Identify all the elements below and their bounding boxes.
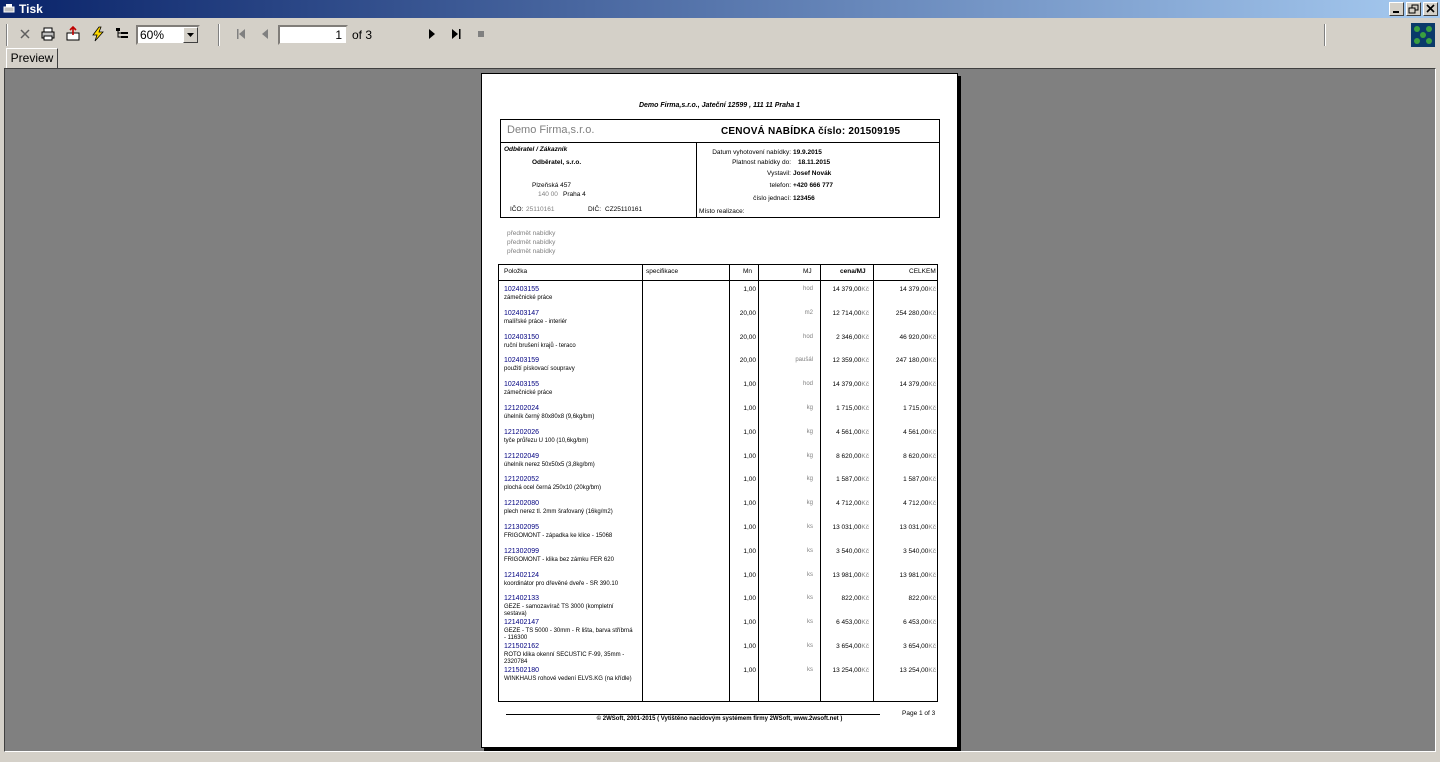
table-row [499,500,937,524]
zoom-dropdown-button[interactable] [183,27,198,43]
item-description: plochá ocel černá 250x10 (20kg/bm) [504,485,602,492]
meta-label: Platnost nabídky do: [732,159,791,166]
item-description: ROTO klika okenní SECUSTIC F-99, 35mm - 2320784 [504,652,625,665]
subject-line: předmět nabídky [507,248,556,255]
item-quantity: 1,00 [743,619,756,627]
minimize-icon [1390,3,1403,15]
item-code: 121402124 [504,571,540,579]
currency-label: Kč [861,547,869,555]
currency-label: Kč [861,309,869,317]
meta-value: +420 666 777 [793,182,833,189]
item-unit-price [821,667,869,674]
amount-value: 4 712,00 [836,500,862,508]
close-preview-button[interactable] [16,25,34,43]
amount-value: 14 379,00 [832,381,862,389]
amount-value: 13 031,00 [832,524,862,531]
item-unit-price [821,334,869,341]
item-code: 121202080 [504,500,540,508]
amount-value: 4 561,00 [903,428,929,436]
currency-label: Kč [861,357,869,365]
meta-value: Josef Novák [793,170,832,177]
last-page-button[interactable] [447,25,465,43]
item-total [875,572,936,579]
item-total [875,667,936,674]
meta-label: telefon: [769,182,791,189]
currency-label: Kč [928,500,936,508]
item-unit: hod [802,381,813,388]
item-unit-price [821,286,869,293]
amount-value: 254 280,00 [895,309,929,317]
footer-page-number: Page 1 of 3 [902,710,936,717]
item-unit-price [821,548,869,555]
header-company: Demo Firma,s.r.o., Jateční 12599 , 111 11 Praha 1 [638,102,801,109]
amount-value: 2 346,00 [836,333,862,341]
item-unit-price [821,453,869,460]
item-code: 121502180 [504,666,540,674]
last-page-icon [449,27,463,41]
item-quantity: 1,00 [743,666,756,674]
col-header-qty: Mn [743,268,753,275]
next-page-icon [425,27,439,41]
meta-label: Vystavil: [767,170,791,177]
item-code: 121202026 [504,428,540,436]
amount-value: 4 712,00 [903,500,929,508]
currency-label: Kč [861,524,869,531]
item-unit-price [821,595,869,602]
tab-strip [0,47,1440,69]
status-bar [0,752,1440,762]
restore-button[interactable] [1406,2,1421,16]
item-unit: ks [807,619,813,626]
item-unit: ks [807,524,813,530]
report-page [481,73,958,748]
item-unit: kg [806,405,813,411]
col-header-unit: MJ [803,268,812,275]
item-unit: paušál [795,357,813,364]
amount-value: 1 715,00 [903,405,929,412]
amount-value: 1 715,00 [836,405,862,412]
item-description: zámečnické práce [504,390,553,397]
amount-value: 13 254,00 [832,666,862,674]
item-code: 121302099 [504,547,540,555]
chevron-down-icon [184,28,197,42]
item-code: 121402147 [504,619,540,627]
currency-label: Kč [861,405,869,412]
currency-label: Kč [861,286,869,293]
export-icon [65,26,81,42]
close-icon [1424,3,1437,15]
dic-value: CZ25110161 [605,206,643,213]
item-code: 102403147 [504,309,540,317]
amount-value: 8 620,00 [836,452,862,460]
table-row [499,595,937,619]
ico-label: IČO: [510,206,524,213]
item-total [875,548,936,555]
meta-label: Datum vyhotovení nabídky: [712,149,791,156]
toolbar [0,18,1440,50]
col-header-total: CELKEM [909,268,936,275]
first-page-button[interactable] [232,25,250,43]
window-titlebar [0,0,1440,18]
currency-label: Kč [861,333,869,341]
currency-label: Kč [928,619,936,627]
item-total [875,619,936,626]
item-total [875,357,936,364]
table-row [499,524,937,548]
amount-value: 6 453,00 [836,619,862,627]
table-row [499,334,937,358]
item-quantity: 1,00 [743,452,756,460]
item-quantity: 1,00 [743,571,756,579]
toolbar-separator [1324,24,1326,46]
currency-label: Kč [928,357,936,365]
item-quantity: 1,00 [743,286,756,293]
print-button[interactable] [39,25,57,43]
item-quantity: 1,00 [743,595,756,603]
currency-label: Kč [928,309,936,317]
item-quantity: 20,00 [739,309,756,317]
item-description: zámečnické práce [504,295,553,301]
item-quantity: 1,00 [743,524,756,531]
restore-icon [1407,3,1420,15]
currency-label: Kč [928,428,936,436]
table-row [499,286,937,310]
tab-preview[interactable]: Preview [6,48,58,69]
items-table [498,264,938,702]
close-window-button[interactable] [1423,2,1438,16]
table-row [499,572,937,596]
currency-label: Kč [928,666,936,674]
stop-icon [474,27,488,41]
currency-label: Kč [928,381,936,389]
item-unit: kg [806,476,813,483]
item-unit: ks [807,571,813,578]
item-description: koordinátor pro dřevěné dveře - SR 390.10 [504,580,619,587]
item-quantity: 1,00 [743,476,756,484]
table-row [499,381,937,405]
item-total [875,453,936,460]
amount-value: 12 359,00 [832,357,862,365]
item-unit: hod [802,286,813,292]
subject-line: předmět nabídky [507,239,556,246]
item-quantity: 20,00 [739,357,756,365]
item-unit: ks [807,595,813,602]
item-quantity: 20,00 [739,333,756,341]
amount-value: 3 540,00 [836,547,862,555]
tree-icon [114,26,130,42]
item-description: tyče průřezu U 100 (10,6kg/bm) [504,437,589,444]
table-row [499,476,937,500]
offer-title: CENOVÁ NABÍDKA číslo: 201509195 [721,126,901,137]
amount-value: 13 981,00 [899,571,929,579]
item-unit-price [821,310,869,317]
item-total [875,500,936,507]
item-code: 102403150 [504,333,540,341]
customer-city: Praha 4 [563,191,586,198]
amount-value: 14 379,00 [899,286,929,293]
amount-value: 14 379,00 [832,286,862,293]
customer-zip: 140 00 [538,191,558,198]
item-total [875,643,936,650]
item-code: 121202052 [504,476,540,484]
item-description: úhelník černý 80x80x8 (9,6kg/bm) [504,414,595,420]
table-row [499,643,937,667]
currency-label: Kč [928,595,936,603]
item-quantity: 1,00 [743,643,756,650]
item-code: 102403159 [504,357,540,365]
table-row [499,667,937,691]
meta-value: 18.11.2015 [798,159,831,166]
amount-value: 247 180,00 [895,357,929,365]
col-header-unit-price: cena/MJ [840,268,866,275]
table-row [499,405,937,429]
dic-label: DIČ: [588,206,601,213]
item-quantity: 1,00 [743,405,756,412]
currency-label: Kč [928,405,936,412]
item-unit: ks [807,547,813,554]
customer-name: Odběratel, s.r.o. [532,159,582,166]
next-page-button[interactable] [423,25,441,43]
item-unit: ks [807,643,813,649]
item-description: ruční brušení krajů - teraco [504,342,576,349]
item-description: malířské práce - interiér [504,318,568,325]
item-code: 121202024 [504,405,540,412]
item-description: GEZE - TS 5000 - 30mm - R lišta, barva stříbrná - 116300 [504,628,633,642]
table-row [499,619,937,643]
meta-value: 19.9.2015 [793,149,822,156]
item-unit: hod [802,333,813,340]
amount-value: 822,00 [841,595,862,603]
item-total [875,524,936,531]
amount-value: 8 620,00 [903,452,929,460]
customer-heading: Odběratel / Zákazník [504,146,568,153]
item-total [875,286,936,293]
close-x-icon [18,27,32,41]
zoom-value: 60% [140,28,165,42]
item-unit: kg [806,500,813,507]
currency-label: Kč [861,381,869,389]
amount-value: 3 654,00 [836,643,862,650]
item-unit-price [821,643,869,650]
item-code: 102403155 [504,286,540,293]
item-description: FRIGOMONT - západka ke klice - 15068 [504,533,613,539]
offer-header-box [500,119,940,218]
item-unit-price [821,405,869,412]
currency-label: Kč [928,333,936,341]
item-description: plech nerez tl. 2mm šrafovaný (16kg/m2) [504,509,613,516]
amount-value: 3 654,00 [903,643,929,650]
currency-label: Kč [928,571,936,579]
amount-value: 4 561,00 [836,428,862,436]
item-quantity: 1,00 [743,547,756,555]
item-unit-price [821,476,869,483]
page-number-input[interactable]: 1 [278,25,348,45]
item-code: 102403155 [504,381,540,389]
item-description: úhelník nerez 50x50x5 (3,8kg/bm) [504,461,595,468]
item-unit-price [821,357,869,364]
company-name: Demo Firma,s.r.o. [507,124,595,136]
page-count-label: of 3 [352,28,373,42]
item-unit-price [821,572,869,579]
table-row [499,310,937,334]
table-row [499,453,937,477]
printer-app-icon [3,3,15,15]
currency-label: Kč [861,500,869,508]
minimize-button[interactable] [1389,2,1404,16]
ico-value: 25110161 [526,206,555,213]
amount-value: 1 587,00 [836,476,862,484]
item-code: 121202049 [504,452,540,460]
place-label: Místo realizace: [699,208,745,215]
toolbar-separator [218,24,220,46]
subject-line: předmět nabídky [507,230,556,237]
item-description: GEZE - samozavírač TS 3000 (kompletní sestava) [504,604,614,618]
item-quantity: 1,00 [743,381,756,389]
group-tree-button[interactable] [113,25,131,43]
lightning-icon [90,26,106,42]
item-description: WINKHAUS rohové vedení ELVS.KG (na křídle) [504,675,632,682]
amount-value: 13 981,00 [832,571,862,579]
currency-label: Kč [861,476,869,484]
currency-label: Kč [861,643,869,650]
item-unit-price [821,381,869,388]
currency-label: Kč [861,666,869,674]
currency-label: Kč [928,643,936,650]
toolbar-separator [6,24,8,46]
currency-label: Kč [861,619,869,627]
currency-label: Kč [928,547,936,555]
item-total [875,476,936,483]
first-page-icon [234,27,248,41]
item-total [875,310,936,317]
app-logo-icon [1411,23,1435,47]
item-unit-price [821,500,869,507]
item-unit: kg [806,452,813,459]
amount-value: 14 379,00 [899,381,929,389]
currency-label: Kč [928,524,936,531]
item-unit-price [821,524,869,531]
item-total [875,429,936,436]
amount-value: 3 540,00 [903,547,929,555]
item-code: 121502162 [504,643,540,650]
stop-button[interactable] [472,25,490,43]
amount-value: 822,00 [908,595,929,603]
item-unit: m2 [804,309,813,316]
amount-value: 12 714,00 [832,309,862,317]
amount-value: 46 920,00 [899,333,929,341]
previous-page-button[interactable] [256,25,274,43]
item-total [875,595,936,602]
currency-label: Kč [861,428,869,436]
item-unit-price [821,619,869,626]
amount-value: 13 031,00 [899,524,929,531]
meta-value: 123456 [793,195,815,202]
item-unit: ks [807,666,813,673]
currency-label: Kč [928,286,936,293]
item-quantity: 1,00 [743,500,756,508]
amount-value: 13 254,00 [899,666,929,674]
item-total [875,381,936,388]
item-description: použití pískovací soupravy [504,366,575,373]
amount-value: 1 587,00 [903,476,929,484]
item-unit-price [821,429,869,436]
currency-label: Kč [861,571,869,579]
currency-label: Kč [928,476,936,484]
col-header-spec: specifikace [646,268,679,275]
printer-icon [40,26,56,42]
item-unit: kg [806,428,813,435]
currency-label: Kč [861,595,869,603]
meta-label: číslo jednací: [753,195,791,202]
item-quantity: 1,00 [743,428,756,436]
export-button[interactable] [64,25,82,43]
table-row [499,548,937,572]
amount-value: 6 453,00 [903,619,929,627]
item-description: FRIGOMONT - klika bez zámku FER 620 [504,556,614,563]
item-code: 121302095 [504,524,540,531]
table-row [499,429,937,453]
currency-label: Kč [928,452,936,460]
window-title: Tisk [19,2,43,16]
zoom-select[interactable] [136,25,200,45]
previous-page-icon [258,27,272,41]
col-header-item: Položka [504,268,528,275]
table-row [499,357,937,381]
footer-copyright: © 2WSoft, 2001-2015 ( Vytištěno nacidovým systémem firmy 2WSoft, www.2wsoft.net ) [596,716,843,722]
item-code: 121402133 [504,595,540,603]
refresh-button[interactable] [89,25,107,43]
customer-street: Plzeňská 457 [532,182,572,189]
item-total [875,405,936,412]
currency-label: Kč [861,452,869,460]
item-total [875,334,936,341]
